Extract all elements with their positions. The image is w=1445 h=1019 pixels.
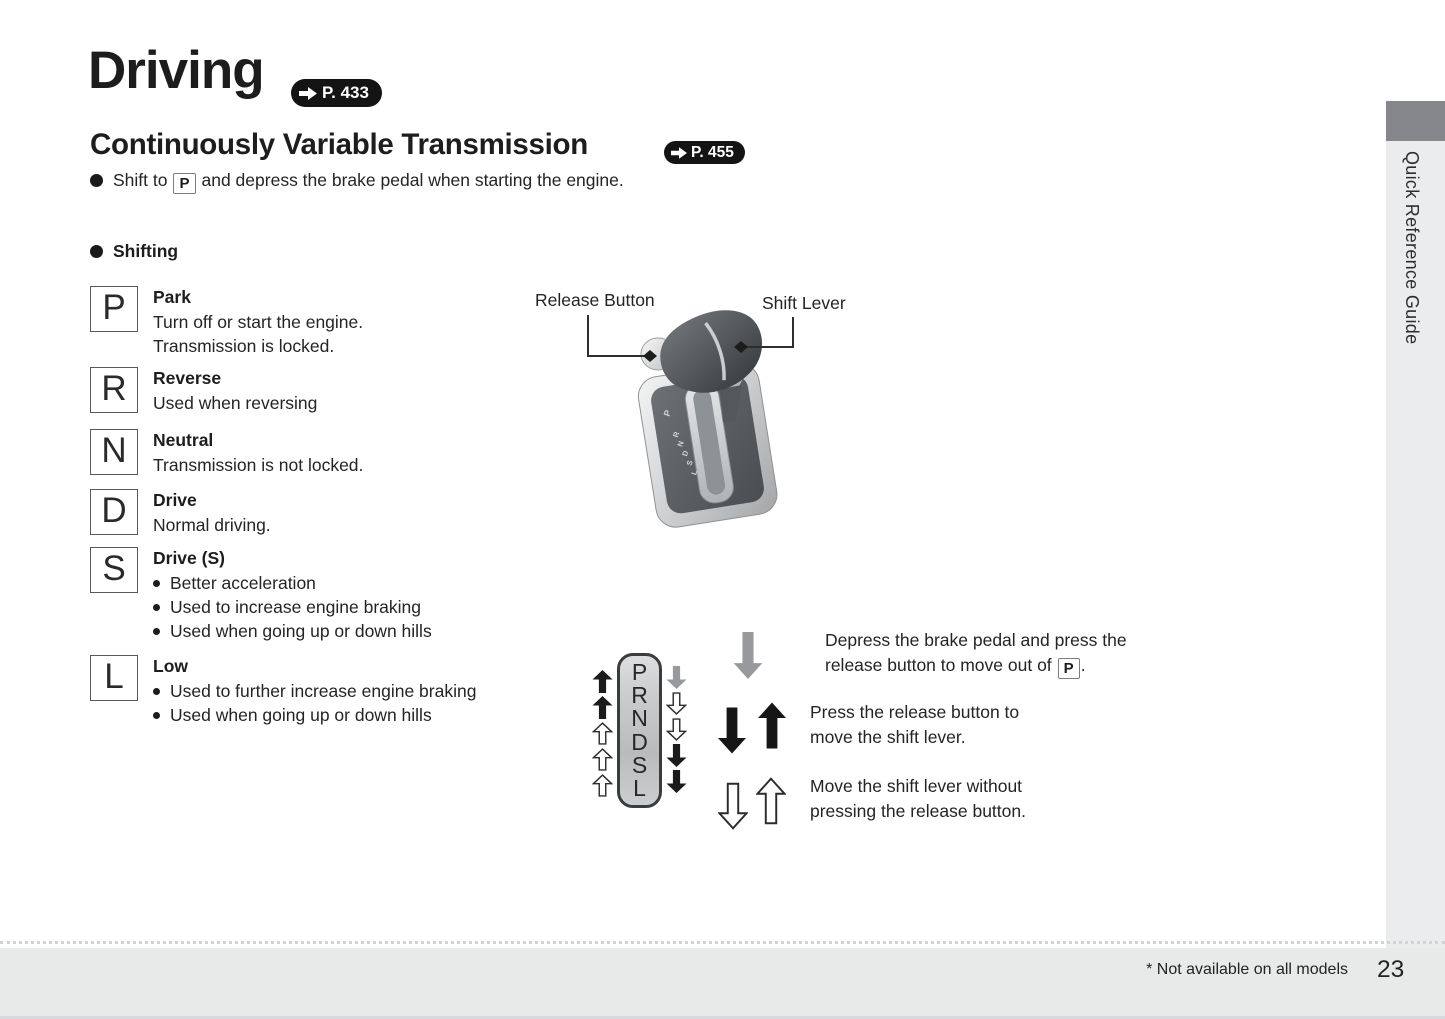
shift-lever-label: Shift Lever [762,293,846,313]
black-up-arrow-icon [758,702,786,749]
gear-line: Used when reversing [153,393,318,413]
gate-letter: L [633,774,646,801]
footer-divider [0,941,1445,944]
footer [0,948,1445,1019]
gear-bullet [153,619,633,643]
legend-line: move the shift lever. [810,726,966,747]
gear-row-drive-s [90,547,633,643]
legend-icons [718,628,825,679]
gear-letter-box: S [90,547,138,593]
outline-up-arrow-icon [756,776,786,826]
gear-letter-box: L [90,655,138,701]
legend-row-press-release [718,700,1180,754]
shift-lever-illustration [520,283,920,551]
outline-down-arrow-icon [666,718,687,741]
gate-letter: P [661,408,674,418]
intro-pre: Shift to [113,170,168,190]
black-down-arrow-icon [666,744,687,767]
section-ref-text: P. 455 [691,143,734,161]
bullet-dot-icon [153,712,160,719]
release-button-label: Release Button [535,290,655,310]
gear-text [153,655,633,727]
legend-icons [718,700,810,754]
shift-up-arrows [592,650,613,808]
gear-name: Neutral [153,430,214,450]
gear-bullet [153,679,633,703]
legend-line-period: . [1080,654,1086,675]
gear-bullet-text: Used to increase engine braking [170,597,421,617]
gear-bullet [153,595,633,619]
legend-text [810,774,1180,831]
gate-letter: N [631,705,648,732]
gray-down-arrow-icon [733,632,763,679]
legend-text [825,628,1195,679]
legend-row-out-of-park [718,628,1195,679]
gate-letter: R [631,682,648,709]
bullet-dot-icon [90,245,103,258]
gear-line: Transmission is not locked. [153,455,364,475]
gate-letter: P [631,659,648,686]
intro-bullet-line [90,170,624,194]
shift-lever-figure [520,283,920,551]
black-down-arrow-icon [666,770,687,793]
gear-bullet-text: Used when going up or down hills [170,705,432,725]
legend-line: Move the shift lever without [810,776,1023,796]
gear-name: Drive [153,490,197,510]
gear-line: Turn off or start the engine. [153,312,364,332]
gear-name: Drive (S) [153,548,225,568]
black-up-arrow-icon [592,696,613,719]
shift-down-arrows [666,650,687,808]
gear-letter-box: P [90,286,138,332]
outline-up-arrow-icon [592,748,613,771]
quick-reference-strip [1386,141,1445,948]
section-title: Continuously Variable Transmission [90,128,588,161]
gear-letter-box: D [90,489,138,535]
intro-post: and depress the brake pedal when starting the engine. [201,170,624,190]
gate-letter: N [675,439,686,448]
bullet-dot-icon [153,580,160,587]
gear-name: Reverse [153,368,222,388]
arrow-right-icon [671,147,687,159]
shifting-label: Shifting [113,241,179,261]
gray-down-arrow-icon [666,666,687,689]
outline-down-arrow-icon [666,692,687,715]
gear-letter-box: R [90,367,138,413]
footer-note: * Not available on all models [1146,961,1348,978]
bullet-dot-icon [153,628,160,635]
gear-row-low [90,655,633,727]
arrow-right-icon [299,87,317,100]
gate-letter: D [631,728,648,755]
prndsl-gate-box [617,653,662,808]
legend-text [810,700,1180,754]
page-title: Driving [88,41,264,100]
gear-text [153,547,633,643]
key-p-box: P [1058,658,1080,679]
sidebar-label: Quick Reference Guide [1402,151,1422,345]
black-down-arrow-icon [718,707,746,754]
gate-letter: S [684,459,695,467]
page-number: 23 [1377,956,1405,983]
outline-up-arrow-icon [592,722,613,745]
gear-bullet-text: Used to further increase engine braking [170,681,477,701]
legend-line: Press the release button to [810,702,1020,722]
bullet-dot-icon [153,688,160,695]
gate-letter: R [671,430,682,439]
gear-name: Low [153,656,188,676]
gate-letter: L [689,468,700,477]
key-p-box: P [173,173,195,194]
legend-line: pressing the release button. [810,800,1026,821]
quick-reference-tab [1386,101,1445,141]
page-ref-text: P. 433 [322,83,369,102]
legend-line: release button to move out of [825,654,1052,675]
gear-line: Transmission is locked. [153,336,335,356]
legend-row-without-release [718,774,1180,831]
bullet-dot-icon [153,604,160,611]
gear-bullet-text: Better acceleration [170,573,316,593]
gear-bullet [153,703,633,727]
section-ref-badge [664,141,745,164]
gear-bullet-text: Used when going up or down hills [170,621,432,641]
legend-line: Depress the brake pedal and press the [825,630,1127,650]
gear-bullet [153,571,633,595]
gear-name: Park [153,287,191,307]
gate-letter: S [631,751,648,778]
gear-letter-box: N [90,429,138,475]
legend-icons [718,774,810,831]
gear-line: Normal driving. [153,515,271,535]
bullet-dot-icon [90,174,103,187]
black-up-arrow-icon [592,670,613,693]
outline-down-arrow-icon [718,781,748,831]
shift-pattern-diagram [592,650,687,808]
outline-up-arrow-icon [592,774,613,797]
page-ref-badge [291,79,382,107]
shifting-heading [90,241,178,262]
gate-letter: D [680,449,691,458]
